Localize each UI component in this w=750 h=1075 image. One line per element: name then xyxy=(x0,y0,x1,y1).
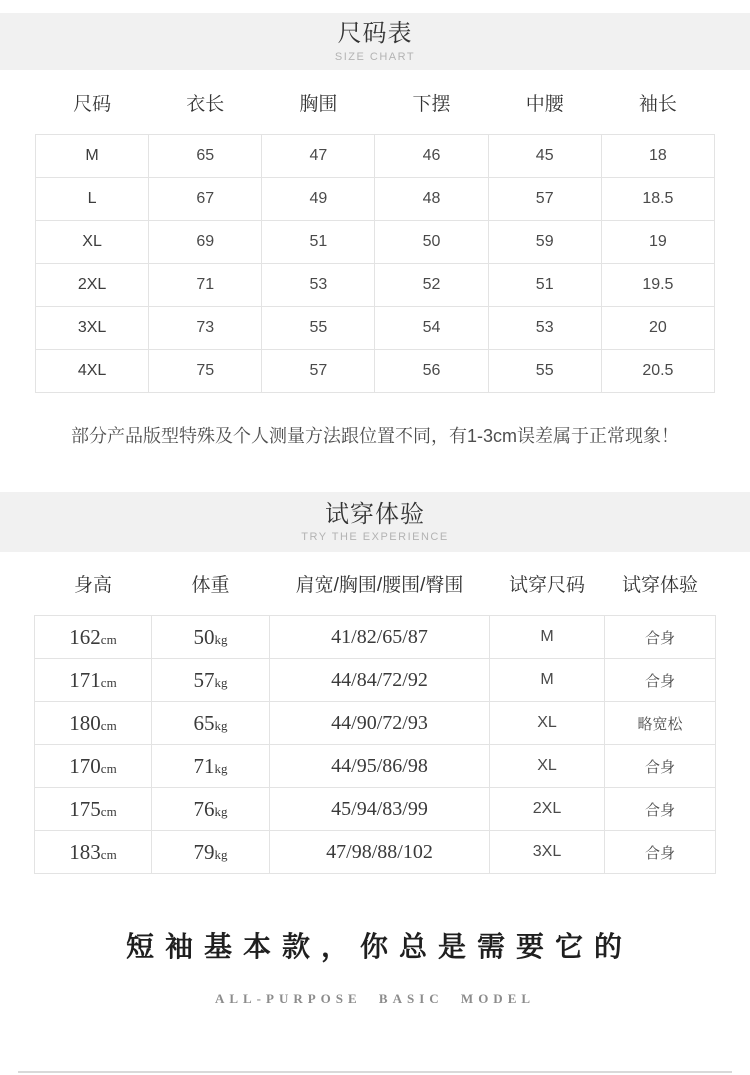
height-value: 175 xyxy=(69,796,101,821)
column-header-length: 衣长 xyxy=(186,93,225,115)
weight-unit: kg xyxy=(214,803,228,819)
table-cell: 47/98/88/102 xyxy=(270,831,490,874)
table-cell xyxy=(152,745,270,788)
height-unit: cm xyxy=(100,846,117,862)
slogan-cn: 短 袖 基 本 款 ， 你 总 是 需 要 它 的 xyxy=(125,932,624,963)
weight-unit: kg xyxy=(214,631,228,647)
weight-unit: kg xyxy=(214,717,228,733)
table-cell: 73 xyxy=(149,307,262,350)
table-cell: 55 xyxy=(488,350,601,393)
try-on-subtitle: TRY THE EXPERIENCE xyxy=(301,531,449,544)
weight-unit: kg xyxy=(214,760,228,776)
table-cell: 合身 xyxy=(605,788,716,831)
height-value: 170 xyxy=(69,753,101,778)
column-header-fit-result: 试穿体验 xyxy=(621,575,698,596)
table-cell xyxy=(35,745,152,788)
table-row xyxy=(35,788,716,831)
table-cell xyxy=(35,831,152,874)
table-cell: 65 xyxy=(149,135,262,178)
weight-unit: kg xyxy=(214,674,228,690)
size-chart-header-band xyxy=(0,13,750,70)
table-cell: 54 xyxy=(375,307,488,350)
column-header-measurements: 肩宽/胸围/腰围/臀围 xyxy=(295,575,464,596)
table-cell: 69 xyxy=(149,221,262,264)
try-on-title: 试穿体验 xyxy=(325,500,425,528)
height-value: 183 xyxy=(69,839,101,864)
column-header-chest: 胸围 xyxy=(299,93,338,115)
column-header-hem: 下摆 xyxy=(412,93,451,115)
table-cell: 75 xyxy=(149,350,262,393)
size-chart-header-row xyxy=(36,70,715,135)
table-cell: 合身 xyxy=(605,831,716,874)
height-value: 162 xyxy=(69,624,101,649)
table-cell xyxy=(152,788,270,831)
table-row xyxy=(35,745,716,788)
table-cell: 44/84/72/92 xyxy=(270,659,490,702)
table-cell: 47 xyxy=(262,135,375,178)
table-cell: 合身 xyxy=(605,745,716,788)
column-header-sleeve: 袖长 xyxy=(638,93,677,115)
table-row xyxy=(35,659,716,702)
table-row xyxy=(35,831,716,874)
size-chart-title: 尺码表 xyxy=(337,20,413,48)
table-cell: M xyxy=(490,616,605,659)
slogan-en: ALL-PURPOSE BASIC MODEL xyxy=(214,991,536,1006)
table-cell: 53 xyxy=(488,307,601,350)
table-cell: M xyxy=(36,135,149,178)
table-cell: 67 xyxy=(149,178,262,221)
column-header-height: 身高 xyxy=(73,575,112,596)
height-unit: cm xyxy=(100,717,117,733)
table-row xyxy=(36,221,715,264)
weight-value: 65 xyxy=(193,710,215,735)
table-cell: 53 xyxy=(262,264,375,307)
table-cell: 52 xyxy=(375,264,488,307)
table-cell: 19 xyxy=(601,221,714,264)
table-cell xyxy=(35,702,152,745)
table-cell xyxy=(35,616,152,659)
table-cell: 3XL xyxy=(36,307,149,350)
bottom-divider xyxy=(18,1071,732,1073)
table-cell xyxy=(35,659,152,702)
table-cell xyxy=(152,831,270,874)
height-unit: cm xyxy=(100,631,117,647)
table-cell: 20.5 xyxy=(601,350,714,393)
table-cell: 2XL xyxy=(36,264,149,307)
height-unit: cm xyxy=(100,674,117,690)
table-cell xyxy=(35,788,152,831)
table-cell: 44/90/72/93 xyxy=(270,702,490,745)
column-header-tried-size: 试穿尺码 xyxy=(508,575,585,596)
table-cell: L xyxy=(36,178,149,221)
table-cell: 20 xyxy=(601,307,714,350)
height-value: 180 xyxy=(69,710,101,735)
table-cell: XL xyxy=(36,221,149,264)
table-cell: 59 xyxy=(488,221,601,264)
table-row xyxy=(36,307,715,350)
table-cell: 2XL xyxy=(490,788,605,831)
weight-value: 50 xyxy=(193,624,215,649)
table-cell: M xyxy=(490,659,605,702)
table-cell: 50 xyxy=(375,221,488,264)
table-row xyxy=(35,702,716,745)
weight-value: 57 xyxy=(193,667,215,692)
table-cell: 51 xyxy=(262,221,375,264)
size-chart-table xyxy=(35,70,715,393)
table-cell: 41/82/65/87 xyxy=(270,616,490,659)
measurement-note: 部分产品版型特殊及个人测量方法跟位置不同，有1-3cm误差属于正常现象！ xyxy=(70,426,679,446)
column-header-size: 尺码 xyxy=(73,93,112,115)
table-cell: 44/95/86/98 xyxy=(270,745,490,788)
weight-unit: kg xyxy=(214,846,228,862)
table-row xyxy=(36,178,715,221)
height-value: 171 xyxy=(69,667,101,692)
weight-value: 71 xyxy=(193,753,215,778)
table-cell: 51 xyxy=(488,264,601,307)
height-unit: cm xyxy=(100,760,117,776)
try-on-header-row xyxy=(35,552,716,616)
try-on-table xyxy=(34,552,716,874)
table-cell: 55 xyxy=(262,307,375,350)
table-cell: 49 xyxy=(262,178,375,221)
weight-value: 79 xyxy=(193,839,215,864)
table-cell: 略宽松 xyxy=(605,702,716,745)
table-cell: 18.5 xyxy=(601,178,714,221)
table-cell: 19.5 xyxy=(601,264,714,307)
table-cell: 45/94/83/99 xyxy=(270,788,490,831)
table-row xyxy=(36,264,715,307)
table-cell: 56 xyxy=(375,350,488,393)
table-cell: 18 xyxy=(601,135,714,178)
table-row xyxy=(36,135,715,178)
table-cell: 71 xyxy=(149,264,262,307)
table-cell xyxy=(152,616,270,659)
table-cell: 46 xyxy=(375,135,488,178)
weight-value: 76 xyxy=(193,796,215,821)
table-cell xyxy=(152,702,270,745)
table-cell: XL xyxy=(490,745,605,788)
size-chart-subtitle: SIZE CHART xyxy=(334,50,416,63)
table-cell: 57 xyxy=(262,350,375,393)
table-cell: 4XL xyxy=(36,350,149,393)
column-header-waist: 中腰 xyxy=(525,93,564,115)
table-cell xyxy=(152,659,270,702)
table-cell: 45 xyxy=(488,135,601,178)
column-header-weight: 体重 xyxy=(191,575,230,596)
table-cell: 48 xyxy=(375,178,488,221)
table-cell: 3XL xyxy=(490,831,605,874)
table-row xyxy=(36,350,715,393)
table-cell: 57 xyxy=(488,178,601,221)
try-on-header-band xyxy=(0,492,750,552)
table-row xyxy=(35,616,716,659)
table-cell: XL xyxy=(490,702,605,745)
height-unit: cm xyxy=(100,803,117,819)
table-cell: 合身 xyxy=(605,616,716,659)
table-cell: 合身 xyxy=(605,659,716,702)
